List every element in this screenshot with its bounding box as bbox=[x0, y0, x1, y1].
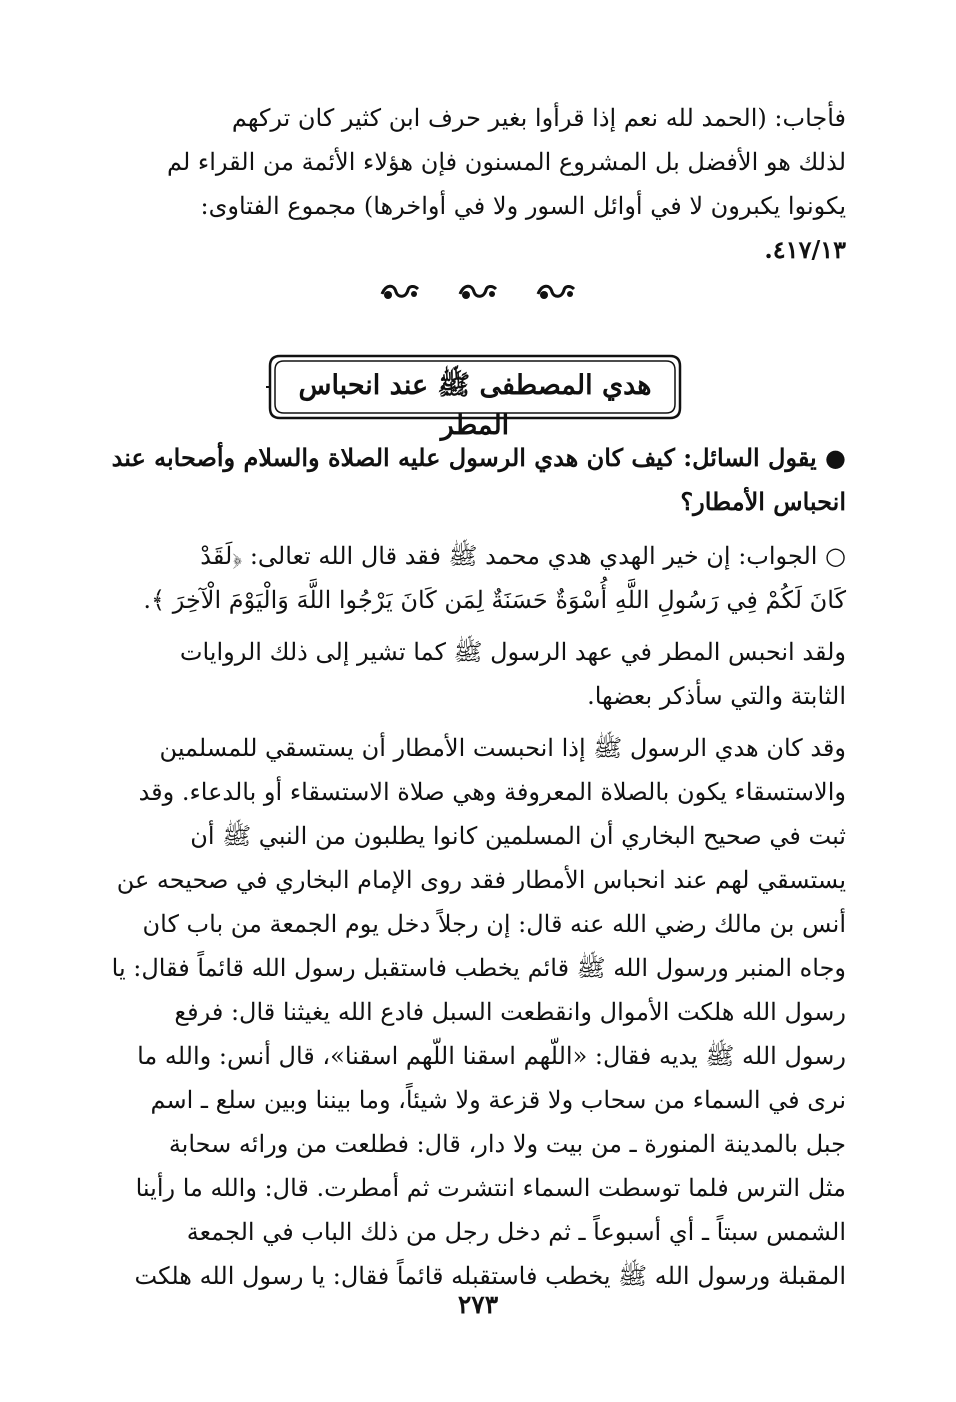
text-line: الثابتة والتي سأذكر بعضها. bbox=[587, 682, 846, 710]
text-line: ولقد انحبس المطر في عهد الرسول ﷺ كما تشير إلى ذلك الروايات bbox=[179, 638, 846, 666]
section-title-frame bbox=[266, 352, 684, 441]
text-line: جبل بالمدينة المنورة ـ من بيت ولا دار، قال: فطلعت من ورائه سحابة bbox=[168, 1130, 846, 1158]
text-line: ○ الجواب: إن خير الهدي هدي محمد ﷺ فقد قال الله تعالى: ﴿لَقَدْ bbox=[200, 542, 846, 570]
text-line: رسول الله هلكت الأموال وانقطعت السبل فادع الله يغيثنا قال: فرفع bbox=[174, 998, 846, 1026]
answer-paragraph bbox=[100, 534, 846, 622]
text-line: يكونوا يكبرون لا في أوائل السور ولا في أواخرها) مجموع الفتاوى: bbox=[200, 192, 846, 220]
text-line: وجاه المنبر ورسول الله ﷺ قائم يخطب فاستقبل رسول الله قائماً فقال: يا bbox=[111, 954, 846, 982]
floral-ornament-icon bbox=[456, 280, 500, 302]
section-divider-ornaments bbox=[0, 280, 956, 302]
text-line: ثبت في صحيح البخاري أن المسلمين كانوا يطلبون من النبي ﷺ أن bbox=[190, 822, 846, 850]
quran-verse-line: كَانَ لَكُمْ فِي رَسُولِ اللَّهِ أُسْوَةٌ حَسَنَةٌ لِمَن كَانَ يَرْجُوا اللَّهَ وَالْيَوْمَ الْآخِرَ ﴾. bbox=[143, 586, 846, 614]
text-line: انحباس الأمطار؟ bbox=[680, 487, 846, 516]
drought-paragraph bbox=[100, 630, 846, 718]
floral-ornament-icon bbox=[534, 280, 578, 302]
text-line: ● يقول السائل: كيف كان هدي الرسول عليه الصلاة والسلام وأصحابه عند bbox=[111, 443, 846, 472]
text-line: مثل الترس فلما توسطت السماء انتشرت ثم أمطرت. قال: والله ما رأينا bbox=[135, 1174, 846, 1202]
text-line: يستسقي لهم عند انحباس الأمطار فقد روى الإمام البخاري في صحيحه عن bbox=[116, 866, 846, 894]
text-line: أنس بن مالك رضي الله عنه قال: إن رجلاً دخل يوم الجمعة من باب كان bbox=[142, 910, 846, 938]
page-number: ٢٧٣ bbox=[457, 1290, 499, 1319]
section-title: هدي المصطفى ﷺ عند انحباس المطر bbox=[298, 370, 652, 441]
text-line: فأجاب: (الحمد لله نعم إذا قرأوا بغير حرف ابن كثير كان تركهم bbox=[231, 104, 846, 132]
text-line: الشمس سبتاً ـ أي أسبوعاً ـ ثم دخل رجل من ذلك الباب في الجمعة bbox=[186, 1218, 846, 1246]
text-line: لذلك هو الأفضل بل المشروع المسنون فإن هؤلاء الأئمة من القراء لم bbox=[167, 148, 846, 176]
hadith-paragraph bbox=[100, 726, 846, 1298]
floral-ornament-icon bbox=[378, 280, 422, 302]
text-line: المقبلة ورسول الله ﷺ يخطب فاستقبله قائماً فقال: يا رسول الله هلكت bbox=[134, 1262, 846, 1290]
text-line: رسول الله ﷺ يديه فقال: «اللّهم اسقنا اللّهم اسقنا»، قال أنس: والله ما bbox=[137, 1042, 846, 1070]
text-line: نرى في السماء من سحاب ولا قزعة ولا شيئاً، وما بيننا وبين سلع ـ اسم bbox=[150, 1086, 846, 1114]
text-line: والاستسقاء يكون بالصلاة المعروفة وهي صلاة الاستسقاء أو بالدعاء. وقد bbox=[138, 778, 846, 806]
text-line: وقد كان هدي الرسول ﷺ إذا انحبست الأمطار أن يستسقي للمسلمين bbox=[159, 734, 846, 762]
fatwa-answer-paragraph bbox=[100, 96, 846, 272]
question-paragraph bbox=[100, 436, 846, 524]
text-line: ٤١٧/١٣. bbox=[764, 235, 846, 264]
